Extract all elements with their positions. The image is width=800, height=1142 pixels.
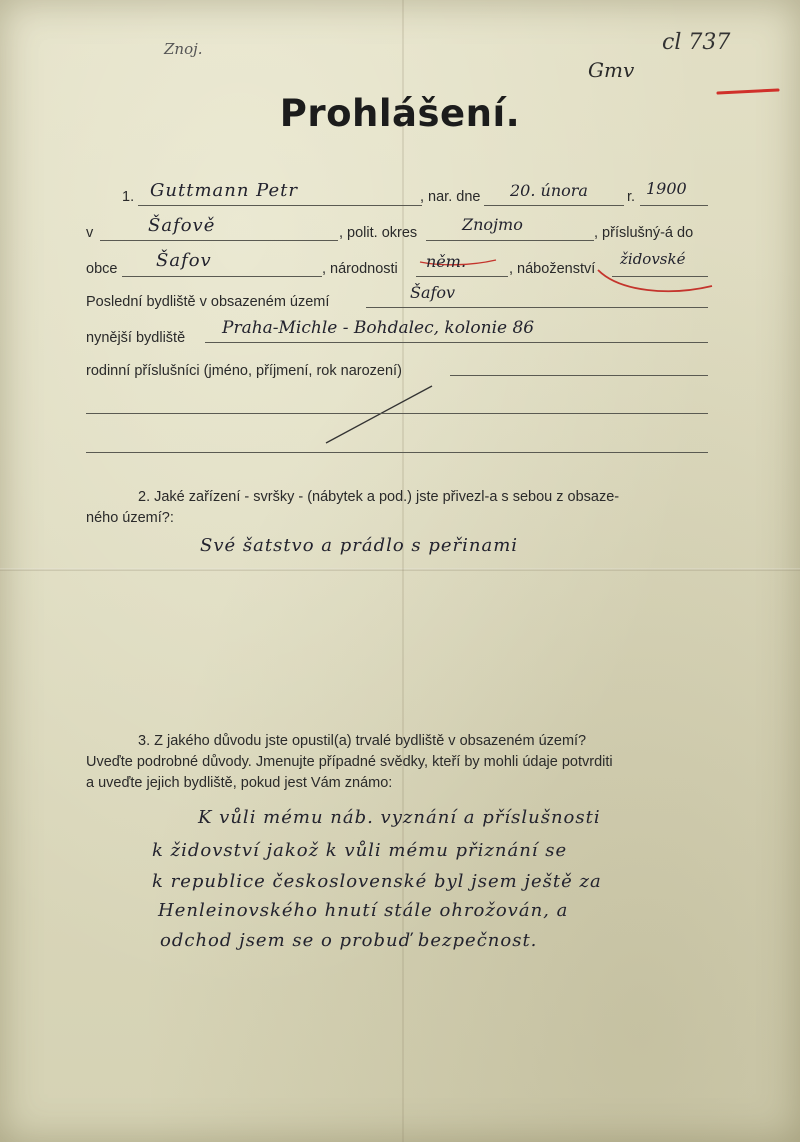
place-value: Šafově (148, 215, 216, 236)
district-value: Znojmo (462, 215, 523, 234)
name-field-line (138, 205, 422, 206)
district-line (426, 240, 594, 241)
section3-answer-line: Henleinovského hnutí stále ohrožován, a (158, 900, 569, 921)
family-members-line-3 (86, 452, 708, 453)
section2-answer: Své šatstvo a prádlo s peřinami (200, 535, 519, 556)
birth-year-line (640, 205, 708, 206)
name-value: Guttmann Petr (150, 180, 298, 201)
section3-question-line1: 3. Z jakého důvodu jste opustil(a) trvalé bydliště v obsazeném území? (138, 733, 587, 749)
section2-question-line1: 2. Jaké zařízení - svršky - (nábytek a pod.) jste přivezl-a s sebou z obsaze- (138, 489, 620, 505)
last-residence-line (366, 307, 708, 308)
family-members-line-1 (450, 375, 708, 376)
annotation-top-left: Znoj. (164, 40, 203, 58)
section3-answer-line: k republice československé byl jsem ještě za (152, 871, 602, 892)
annotation-reference-number: cl 737 (662, 30, 731, 55)
family-members-line-2 (86, 413, 708, 414)
last-residence-label: Poslední bydliště v obsazeném území (86, 294, 330, 310)
current-residence-line (205, 342, 708, 343)
religion-line (612, 276, 708, 277)
birth-date-line (484, 205, 624, 206)
birth-date-value: 20. února (510, 181, 588, 200)
current-residence-value: Praha-Michle - Bohdalec, kolonie 86 (222, 318, 535, 338)
place-label: v (86, 225, 94, 241)
district-label: , polit. okres (339, 225, 418, 241)
annotation-mark: Gmv (588, 58, 635, 82)
nationality-value: něm. (426, 252, 467, 271)
section3-answer-line: K vůli mému náb. vyznání a příslušnosti (198, 807, 601, 828)
birth-year-value: 1900 (646, 179, 687, 198)
year-label: r. (627, 189, 636, 205)
religion-value: židovské (620, 250, 686, 268)
section2-question-line2: ného území?: (86, 510, 174, 526)
place-line (100, 240, 338, 241)
last-residence-value: Šafov (410, 283, 456, 302)
section3-answer-line: k židovství jakož k vůli mému přiznání se (152, 840, 568, 861)
document-title: Prohlášení. (279, 92, 521, 135)
municipality-line (122, 276, 322, 277)
current-residence-label: nynější bydliště (86, 330, 186, 346)
municipality-value: Šafov (156, 250, 212, 271)
section3-question-line2: Uveďte podrobné důvody. Jmenujte případné svědky, kteří by mohli údaje potvrditi (86, 754, 613, 770)
section1-number: 1. (122, 189, 135, 205)
section3-answer-line: odchod jsem se o probuď bezpečnost. (160, 930, 538, 951)
family-members-label: rodinní příslušníci (jméno, příjmení, rok narození) (86, 363, 402, 379)
municipality-label: obce (86, 261, 118, 277)
nationality-line (416, 276, 508, 277)
nationality-label: , národnosti (322, 261, 398, 277)
birth-date-label: , nar. dne (420, 189, 481, 205)
section3-question-line3: a uveďte jejich bydliště, pokud jest Vám známo: (86, 775, 393, 791)
belonging-label: , příslušný-á do (594, 225, 694, 241)
paper-fold-vertical (402, 0, 404, 1142)
paper-fold-horizontal (0, 568, 800, 571)
religion-label: , náboženství (509, 261, 596, 277)
